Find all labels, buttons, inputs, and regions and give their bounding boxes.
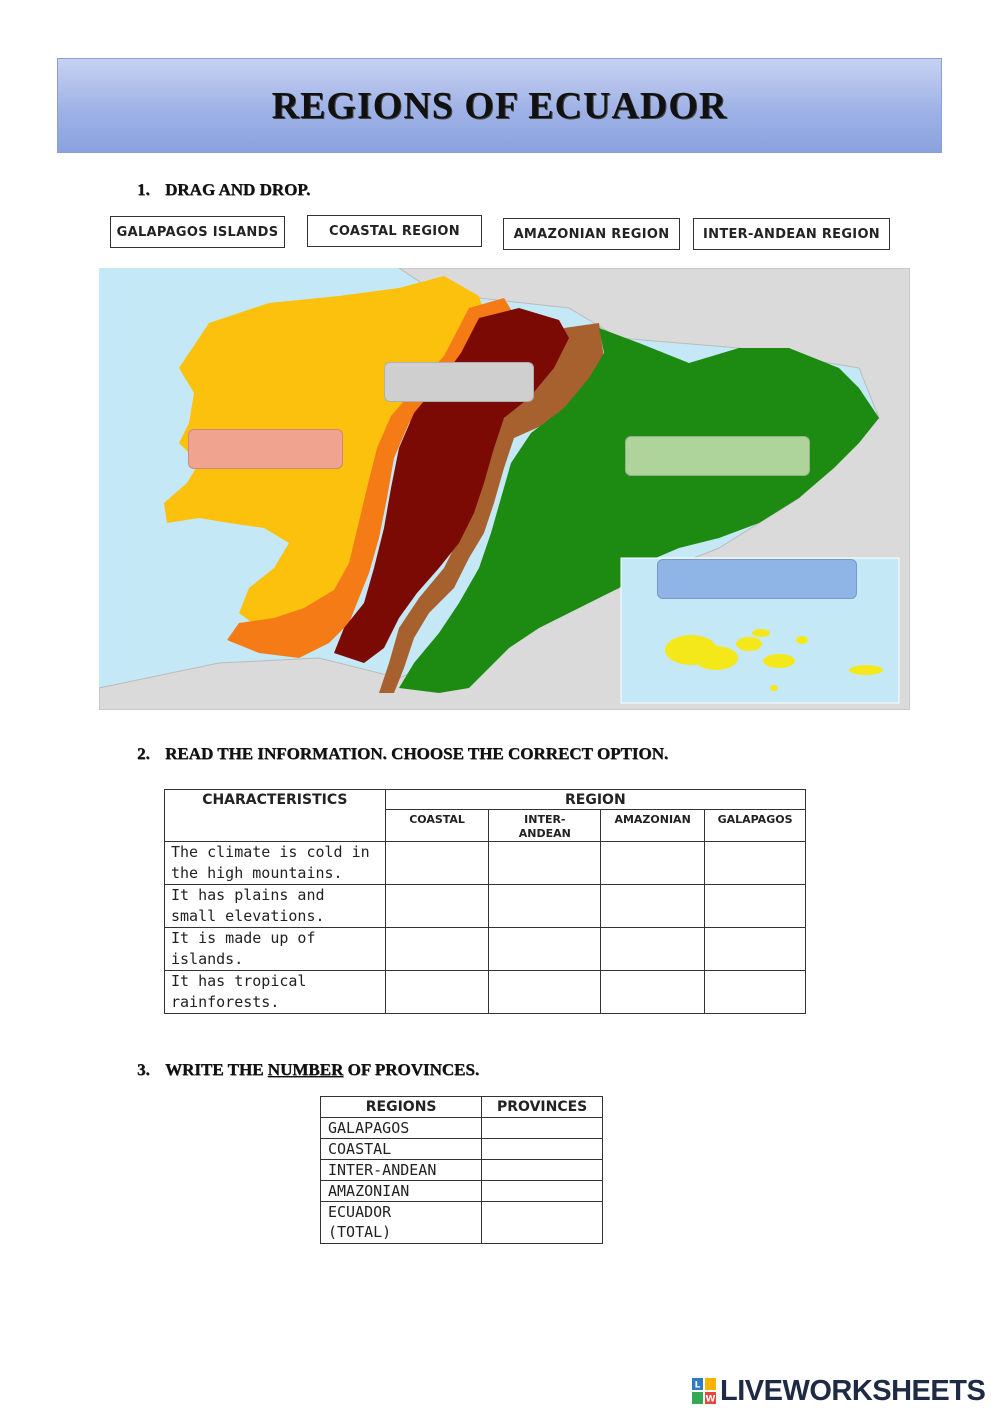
word-coastal-region[interactable]: COASTAL REGION xyxy=(307,215,482,247)
answer-cell-amazonian[interactable] xyxy=(601,971,705,1014)
answer-cell-coastal[interactable] xyxy=(385,928,489,971)
header-provinces: PROVINCES xyxy=(482,1097,603,1118)
table-row xyxy=(321,1160,603,1181)
answer-cell-amazonian[interactable] xyxy=(601,842,705,885)
answer-cell-galapagos[interactable] xyxy=(705,928,806,971)
answer-cell-galapagos[interactable] xyxy=(705,842,806,885)
answer-cell-galapagos[interactable] xyxy=(705,885,806,928)
table-row xyxy=(321,1118,603,1139)
word-inter-andean-region[interactable]: INTER-ANDEAN REGION xyxy=(693,218,890,250)
region-name: ECUADOR (TOTAL) xyxy=(321,1202,482,1244)
ecuador-map xyxy=(99,268,910,710)
table-row xyxy=(165,842,806,885)
provinces-answer-cell[interactable] xyxy=(482,1118,603,1139)
answer-cell-galapagos[interactable] xyxy=(705,971,806,1014)
answer-cell-coastal[interactable] xyxy=(385,971,489,1014)
provinces-table xyxy=(320,1096,603,1244)
section-3-heading xyxy=(137,1060,479,1080)
drop-zone-galapagos[interactable] xyxy=(657,559,857,599)
provinces-answer-cell[interactable] xyxy=(482,1139,603,1160)
section-3-label-after: OF PROVINCES. xyxy=(343,1060,480,1079)
region-name: AMAZONIAN xyxy=(321,1181,482,1202)
liveworksheets-logo-icon xyxy=(692,1378,716,1404)
provinces-answer-cell[interactable] xyxy=(482,1202,603,1244)
region-name: COASTAL xyxy=(321,1139,482,1160)
header-characteristics: CHARACTERISTICS xyxy=(165,790,386,842)
word-amazonian-region[interactable]: AMAZONIAN REGION xyxy=(503,218,680,250)
header-regions: REGIONS xyxy=(321,1097,482,1118)
section-3-label-underlined: NUMBER xyxy=(267,1060,344,1079)
region-name: GALAPAGOS xyxy=(321,1118,482,1139)
answer-cell-coastal[interactable] xyxy=(385,842,489,885)
provinces-answer-cell[interactable] xyxy=(482,1160,603,1181)
title-banner xyxy=(57,58,942,153)
answer-cell-amazonian[interactable] xyxy=(601,885,705,928)
column-amazonian: AMAZONIAN xyxy=(601,810,705,842)
table-row xyxy=(321,1181,603,1202)
section-3-label-before: WRITE THE xyxy=(165,1060,268,1079)
characteristics-table xyxy=(164,789,806,1014)
table-row xyxy=(165,928,806,971)
answer-cell-inter-andean[interactable] xyxy=(489,885,601,928)
logo-letter-w: W xyxy=(705,1394,716,1404)
answer-cell-amazonian[interactable] xyxy=(601,928,705,971)
column-coastal: COASTAL xyxy=(385,810,489,842)
section-1-label: DRAG AND DROP. xyxy=(165,180,311,199)
table-row xyxy=(321,1139,603,1160)
section-2-label: READ THE INFORMATION. CHOOSE THE CORRECT OPTION. xyxy=(165,744,669,763)
characteristic-text: The climate is cold in the high mountains. xyxy=(165,842,386,885)
section-2-heading xyxy=(137,744,668,764)
section-3-number: 3. xyxy=(137,1060,150,1079)
header-region: REGION xyxy=(385,790,805,810)
word-galapagos-islands[interactable]: GALAPAGOS ISLANDS xyxy=(110,216,285,248)
provinces-answer-cell[interactable] xyxy=(482,1181,603,1202)
liveworksheets-brand xyxy=(692,1374,985,1408)
characteristic-text: It is made up of islands. xyxy=(165,928,386,971)
table-row xyxy=(165,885,806,928)
section-1-heading xyxy=(137,180,310,200)
characteristic-text: It has tropical rainforests. xyxy=(165,971,386,1014)
drop-zone-inter-andean[interactable] xyxy=(384,362,534,402)
ecuador-map-graphic xyxy=(99,268,910,710)
drop-zone-amazonian[interactable] xyxy=(625,436,810,476)
page-title: REGIONS OF ECUADOR xyxy=(271,84,728,127)
table-row xyxy=(165,971,806,1014)
answer-cell-inter-andean[interactable] xyxy=(489,971,601,1014)
column-inter-andean: INTER- ANDEAN xyxy=(489,810,601,842)
logo-letter-l: L xyxy=(694,1380,701,1391)
answer-cell-inter-andean[interactable] xyxy=(489,842,601,885)
brand-text: LIVEWORKSHEETS xyxy=(720,1374,986,1407)
section-2-number: 2. xyxy=(137,744,150,763)
column-galapagos: GALAPAGOS xyxy=(705,810,806,842)
drop-zone-coastal[interactable] xyxy=(188,429,343,469)
table-row xyxy=(321,1202,603,1244)
answer-cell-coastal[interactable] xyxy=(385,885,489,928)
region-name: INTER-ANDEAN xyxy=(321,1160,482,1181)
section-1-number: 1. xyxy=(137,180,150,199)
answer-cell-inter-andean[interactable] xyxy=(489,928,601,971)
characteristic-text: It has plains and small elevations. xyxy=(165,885,386,928)
